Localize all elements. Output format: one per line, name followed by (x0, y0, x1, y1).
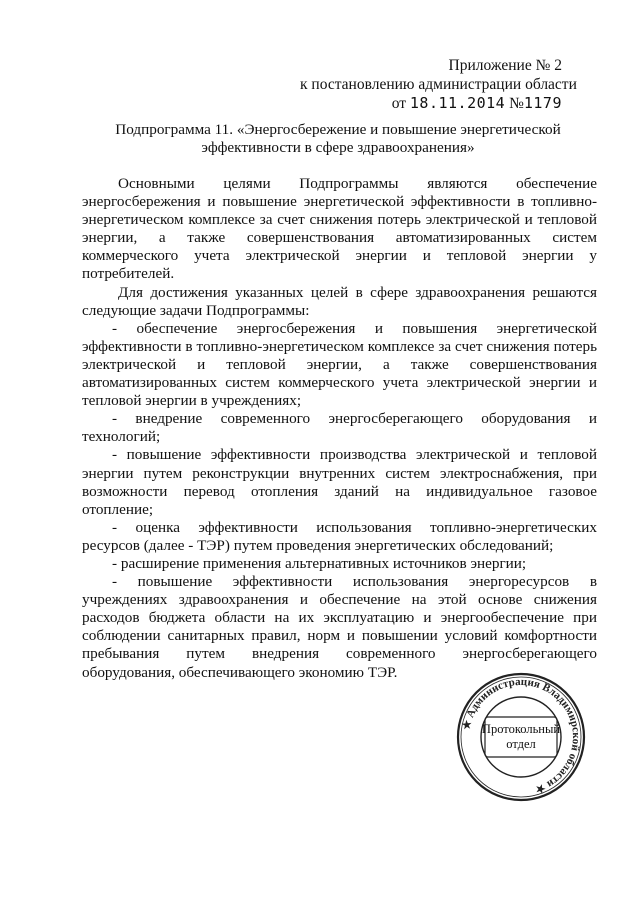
official-stamp (455, 671, 587, 803)
appendix-label: Приложение № 2 (448, 57, 562, 74)
resolution-number: 1179 (523, 94, 562, 112)
document-body (82, 175, 597, 682)
document-header (300, 56, 577, 113)
goals-paragraph: Основными целями Подпрограммы являются обеспечение энергосбережения и повышение энергетической эффективности в топливно-энергетическом комплексе за счет снижения потерь электрической и тепловой энергии, а также совершенствования автоматизированных систем коммерческого учета электрической энергии и тепловой энергии у потребителей. (82, 175, 597, 283)
resolution-date: 18.11.2014 (409, 94, 506, 112)
task-item: - повышение эффективности использования энергоресурсов в учреждениях здравоохранения и обеспечение на этой основе снижения расходов бюджета области на их эксплуатацию и энергообеспечение при соблюдении санитарных правил, норм и повышении условий комфортности пребывания путем внедрения современного энергосберегающего оборудования, обеспечивающего экономию ТЭР. (82, 573, 597, 681)
stamp-line-2: отдел (506, 737, 536, 751)
task-item: - обеспечение энергосбережения и повышения энергетической эффективности в топливно-энергетическом комплексе за счет снижения потерь электрической и тепловой энергии, а также совершенствования автоматизированных систем коммерческого учета электрической энергии и тепловой энергии в учреждениях; (82, 319, 597, 410)
date-number-line (300, 94, 562, 113)
from-label: от (391, 95, 407, 112)
subprogram-title (80, 121, 596, 157)
number-label: № (509, 95, 524, 112)
title-line-1: Подпрограмма 11. «Энергосбережение и повышение энергетической (115, 121, 561, 138)
task-item: - расширение применения альтернативных источников энергии; (112, 554, 527, 572)
tasks-intro-paragraph: Для достижения указанных целей в сфере здравоохранения решаются следующие задачи Подпрограммы: (82, 283, 597, 319)
stamp-ring-text: ★ Администрация Владимирской области ★ (460, 675, 583, 796)
task-item: - повышение эффективности производства электрической и тепловой энергии путем реконструкции внутренних систем электроснабжения, при возможности перевод отопления зданий на индивидуальное газовое отопление; (82, 446, 597, 518)
title-line-2: эффективности в сфере здравоохранения» (201, 139, 475, 156)
stamp-line-1: Протокольный (481, 722, 561, 736)
task-item: - внедрение современного энергосберегающего оборудования и технологий; (82, 410, 597, 446)
resolution-reference: к постановлению администрации области (300, 76, 577, 93)
stamp-center (455, 671, 587, 803)
task-item: - оценка эффективности использования топливно-энергетических ресурсов (далее - ТЭР) путем проведения энергетических обследований; (82, 518, 597, 554)
